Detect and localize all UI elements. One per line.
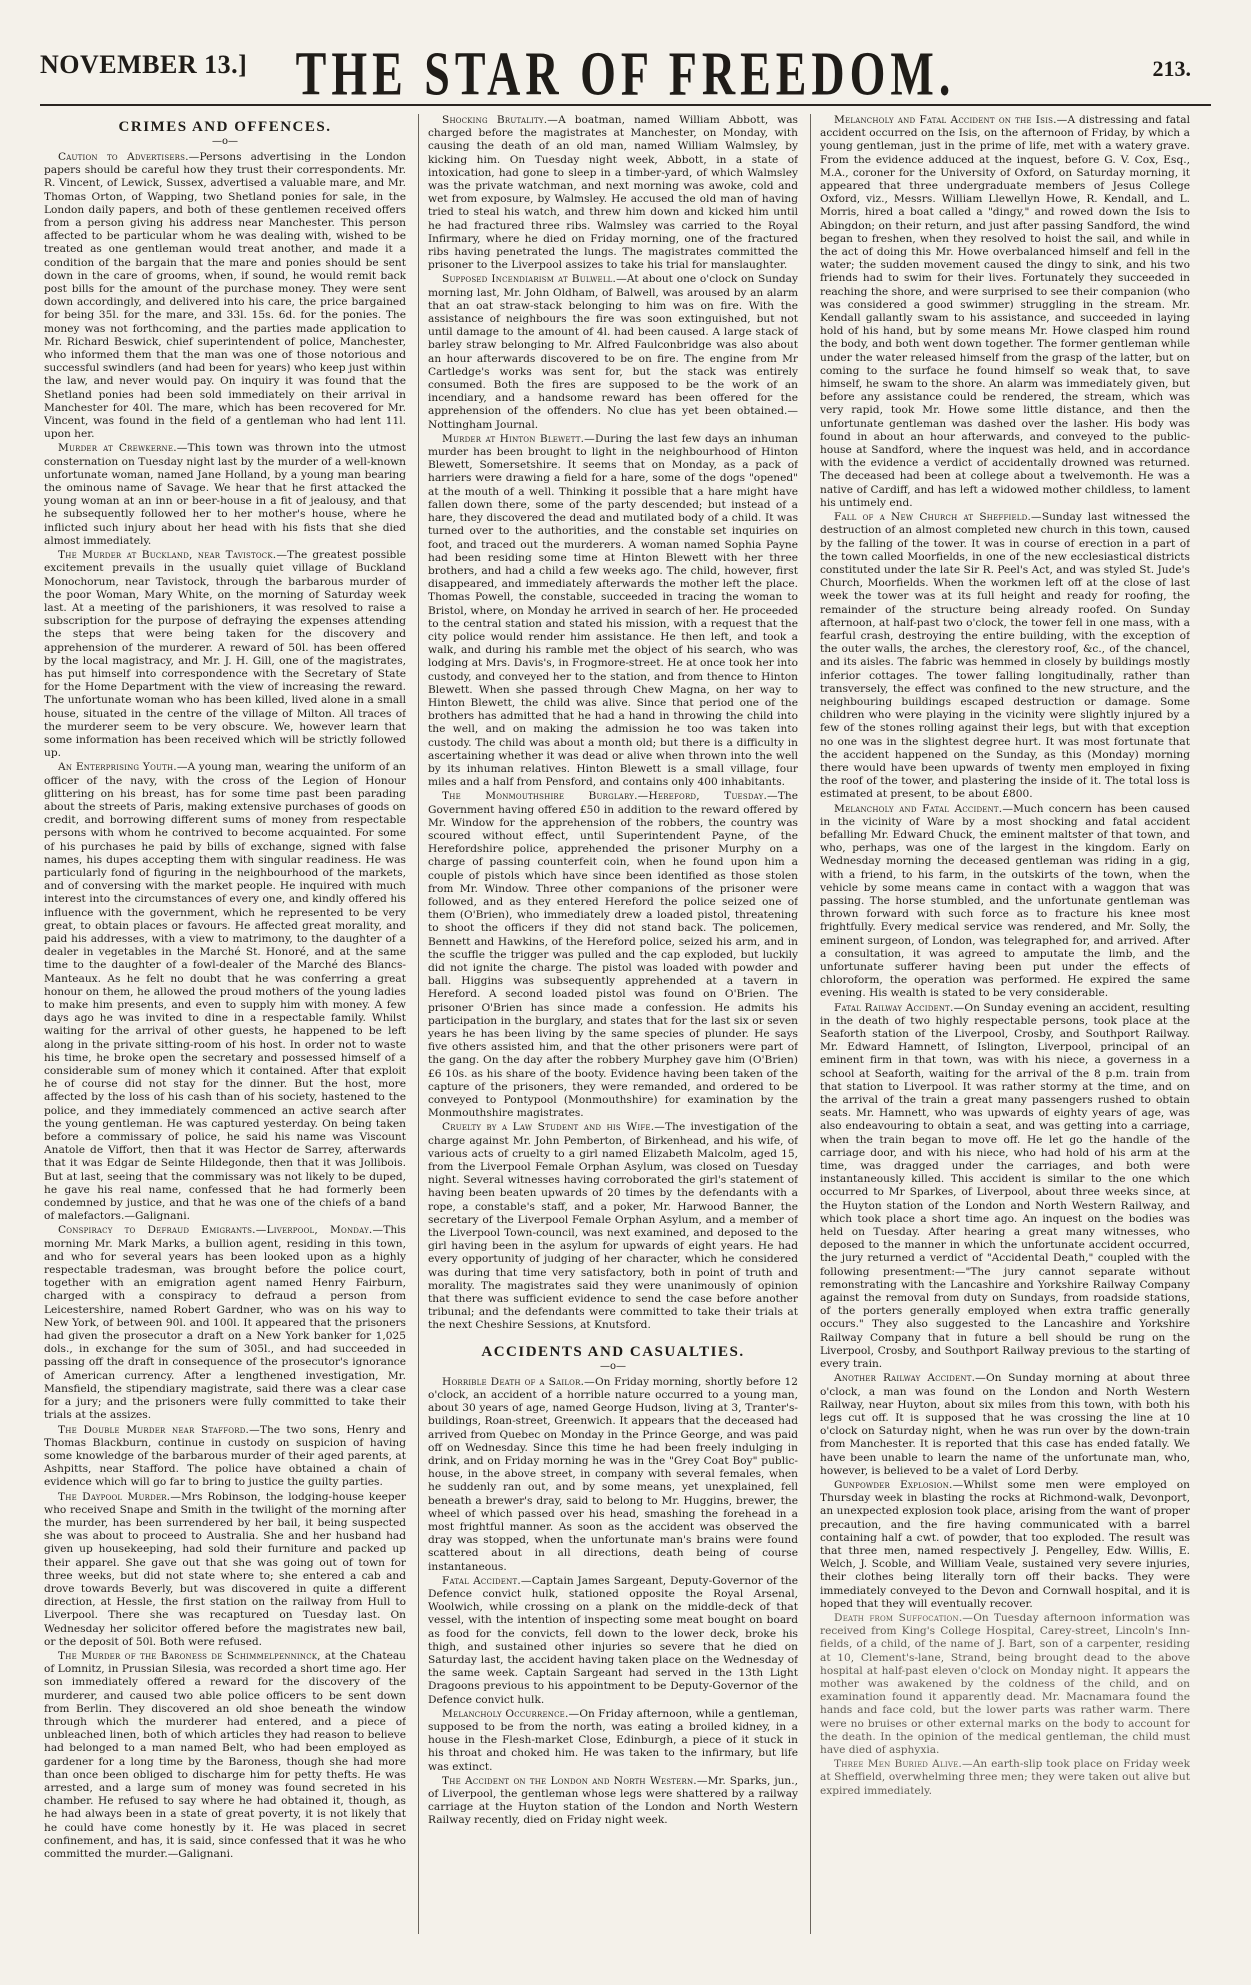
article-headline: Fatal Accident.— (442, 1574, 532, 1587)
section-heading-crimes: CRIMES AND OFFENCES. (118, 119, 332, 135)
article-body: On Sunday morning at about three o'clock, a man was found on the London and North Western Railway, near Huyton, about six miles from this town, with both his legs cut off. It is supposed that he was crossing the line at 10 o'clock on Saturday night, when he was run over by the down-train from Manchester. It is reported that this case has ended fatally. We have been unable to learn the name of the unfortunate man, who, however, is believed to be a valet of Lord Derby. (820, 1372, 1190, 1477)
article-body: At about one o'clock on Sunday morning last, Mr. John Oldham, of Balwell, was aroused by an alarm that an oat straw-stack belonging to him was on fire. With the assistance of neighbours the fire was soon extinguished, but not until damage to the amount of 4l. had been caused. A large stack of barley straw belonging to Mr. Alfred Faulconbridge was also about an hour afterwards discovered to be on fire. The engine from Mr Cartledge's works was sent for, but the stack was entirely consumed. Both the fires are supposed to be the work of an incendiary, and a handsome reward has been offered for the apprehension of the offenders. No clue has yet been obtained.—Nottingham Journal. (428, 273, 798, 431)
article-body: On Tuesday afternoon information was received from King's College Hospital, Carey-street, Lincoln's Inn-fields, of a child, of the name of J. Bart, son of a carpenter, residing at 10, Clement's-lane, Strand, being brought dead to the above hospital at half-past eleven o'clock on Monday night. It appears the mother was awakened by the coldness of the child, and on examination found it apparently dead. Mr. Macnamara found the hands and face cold, but the lower parts was rather warm. There were no bruises or other external marks on the body to account for the death. In the opinion of the medical gentleman, the child must have died of asphyxia. (820, 1611, 1190, 1756)
article (428, 114, 798, 272)
article (428, 1121, 798, 1332)
article (428, 433, 798, 789)
article-body: On Sunday evening an accident, resulting in the death of two highly respectable persons, took place at the Seaforth station of the Liverpool, Crosby, and Southport Railway. Mr. Edward Hamnett, of Islington, Liverpool, principal of an eminent firm in that town, was with his niece, a governess in a school at Seaforth, waiting for the arrival of the 8 p.m. train from that station to Liverpool. It was rather stormy at the time, and on the arrival of the train a great many passengers rushed to obtain seats. Mr. Hamnett, who was upwards of eighty years of age, was also endeavouring to obtain a seat, and was getting into a carriage, when the train began to move off. He let go the handle of the carriage door, and with his niece, who had hold of his arm at the time, was dragged under the carriages, and both were instantaneously killed. This accident is similar to the one which occurred to Mr Sparkes, of Liverpool, about three weeks since, at the Huyton station of the London and North Western Railway, and which took place a short time ago. An inquest on the bodies was held on Tuesday. After hearing a great many witnesses, who deposed to the manner in which the unfortunate accident occurred, the jury returned a verdict of "Accidental Death," coupled with the following presentment:—"The jury cannot separate without remonstrating with the Lancashire and Yorkshire Railway Company against the removal from duty on Sundays, from roadside stations, of the porters generally employed when extra traffic generally occurs." They also suggested to the Lancashire and Yorkshire Railway Company that in future a bell should be rung on the Liverpool, Crosby, and Southport Railway previous to the starting of every train. (820, 1001, 1190, 1371)
section-ornament: —o— (211, 136, 239, 147)
article-body: This town was thrown into the utmost consternation on Tuesday night last by the murder of a well-known unfortunate woman, named Jane Holland, by a young man bearing the ominous name of Savage. We hear that he first attacked the young woman at an inn or beer-house in a fit of jealousy, and that he subsequently followed her to her mother's house, where he inflicted such injury about her head with his fists that she died almost immediately. (44, 442, 406, 547)
article (428, 273, 798, 431)
article-body: On Friday morning, shortly before 12 o'clock, an accident of a horrible nature occurred to a young man, about 30 years of age, named George Hudson, living at 3, Tranter's-buildings, Roan-street, Greenwich. It appears that the deceased had arrived from Quebec on Monday in the Prince George, and was paid off on Wednesday. Since this time he had been freely indulging in drink, and on Friday morning he was in the "Grey Coat Boy" public-house, in the above street, in company with several females, when he suddenly ran out, and by some means, yet unexplained, fell beneath a brewer's dray, said to belong to Mr. Huggins, brewer, the wheel of which passed over his head, smashing the forehead in a most frightful manner. As soon as the accident was observed the dray was stopped, when the unfortunate man's brains were found scattered about in all directions, death being of course instantaneous. (428, 1375, 798, 1573)
article-headline: Conspiracy to Defraud Emigrants.—Liverpool, Monday.— (58, 1224, 384, 1237)
page-number: 213. (1152, 56, 1191, 81)
section-ornament: —o— (599, 1360, 627, 1372)
article (44, 549, 406, 760)
article (44, 151, 406, 441)
article-headline: Three Men Buried Alive.— (834, 1758, 973, 1771)
article-body: A boatman, named William Abbott, was charged before the magistrates at Manchester, on Monday, with causing the death of an old man, named William Walmsley, by kicking him. On Tuesday night week, Abbott, in a state of intoxication, had gone to sleep in a timber-yard, of which Walmsley was the private watchman, and next morning was awoke, cold and wet from exposure, by Walmsley. He accused the old man of having tried to steal his watch, and threw him down and kicked him until he had fractured three ribs. Walmsley was carried to the Royal Infirmary, where he died on Friday morning, one of the fractured ribs having penetrated the lungs. The magistrates committed the prisoner to the Liverpool assizes to take his trial for manslaughter. (428, 114, 798, 272)
article-body: Mrs Robinson, the lodging-house keeper who received Snape and Smith in the twilight of the morning after the murder, has been surrendered by her bail, it being suspected she was about to proceed to Australia. She and her husband had given up housekeeping, had sold their furniture and packed up their apparel. She gave out that she was going out of town for three weeks, but did not state where to; she entered a cab and drove towards Beverly, but was discovered in quite a different direction, at Hessle, the first station on the railway from Hull to Liverpool. There she was recaptured on Tuesday last. On Wednesday her solicitor offered before the magistrates new bail, or the deposit of 50l. Both were refused. (44, 1490, 406, 1648)
article-body: at the Chateau of Lomnitz, in Prussian Silesia, was recorded a short time ago. Her son immediately offered a reward for the discovery of the murderer, and caused two able police officers to be sent down from Berlin. They discovered an old shoe beneath the window through which the murderer had entered, and a piece of unbleached linen, both of which articles they had reason to believe had belonged to a man named Belt, who had been employed as gardener for a long time by the Baroness, though she had more than once been obliged to discharge him for petty thefts. He was arrested, and a large sum of money was found secreted in his chamber. He refused to say where he had obtained it, though, as he had always been in a state of great poverty, it is not likely that he could have come honestly by it. He was placed in secret confinement, and has, it is said, since confessed that it was he who committed the murder.—Galignani. (44, 1649, 406, 1860)
article-body: Mr. Sparks, jun., of Liverpool, the gentleman whose legs were shattered by a railway carriage at the Huyton station of the London and North Western Railway recently, died on Friday night week. (428, 1774, 798, 1827)
article (44, 761, 406, 1223)
newspaper-title: THE STAR OF FREEDOM. (295, 39, 956, 109)
issue-date: NOVEMBER 13.] (40, 50, 248, 79)
article (428, 1575, 798, 1707)
article-headline: The Murder of the Baroness de Schimmelpenninck, (58, 1649, 321, 1662)
article-headline: An Enterprising Youth.— (58, 761, 188, 774)
article-body: Captain James Sargeant, Deputy-Governor of the Defence convict hulk, stationed opposite the Royal Arsenal, Woolwich, while crossing on a plank on the middle-deck of that vessel, with the intention of inspecting some meat bought on board as food for the convicts, fell down to the lower deck, broke his thigh, and sustained other injuries so severe that he died on Saturday last, the accident having taken place on the Wednesday of the same week. Captain Sargeant had served in the 13th Light Dragoons previous to his appointment to be Deputy-Governor of the Defence convict hulk. (428, 1574, 798, 1706)
column-3 (820, 114, 1190, 1964)
article-body: An earth-slip took place on Friday week at Sheffield, overwhelming three men; they were taken out alive but expired immediately. (820, 1758, 1190, 1797)
article-body: Sunday last witnessed the destruction of an almost completed new church in this town, caused by the falling of the tower. It was in course of erection in a part of the town called Moorfields, in one of the new ecclesiastical districts constituted under the late Sir R. Peel's Act, and was styled St. Jude's Church, Moorfields. When the workmen left off at the close of last week the tower was at its full height and ready for roofing, the remainder of the structure being already roofed. On Sunday afternoon, at half-past two o'clock, the tower fell in one mass, with a fearful crash, destroying the entire building, with the exception of the outer walls, the arches, the clerestory roof, &c., of the chancel, and its aisles. The fabric was hemmed in closely by buildings mostly inferior cottages. The tower falling longitudinally, rather than transversely, the effect was confined to the new structure, and the neighbouring buildings escaped destruction or damage. Some children who were playing in the vicinity were slightly injured by a few of the stones rolling against their legs, but with that exception no one was in the slightest degree hurt. It was most fortunate that the accident happened on the Sunday, as this (Monday) morning there would have been upwards of twenty men employed in fixing the roof of the tower, and plastering the inside of it. The total loss is estimated at present, to be about £800. (820, 511, 1190, 801)
article-headline: The Murder at Buckland, near Tavistock.— (58, 549, 288, 562)
article-headline: Fatal Railway Accident.— (834, 1001, 965, 1014)
article-headline: Gunpowder Explosion.— (834, 1478, 964, 1491)
article-headline: Caution to Advertisers.— (58, 151, 200, 163)
article-headline: Murder at Hinton Blewett.— (442, 432, 595, 445)
article-headline: Horrible Death of a Sailor.— (442, 1375, 595, 1388)
article-headline: Melancholy and Fatal Accident.— (834, 802, 1014, 815)
article-body: The two sons, Henry and Thomas Blackburn, continue in custody on suspicion of having some knowledge of the barbarous murder of their aged parents, at Ashpitts, near Stafford. The police have obtained a chain of evidence which will go far to bring to justice the guilty parties. (44, 1423, 406, 1489)
article (820, 1758, 1190, 1798)
article-body: A young man, wearing the uniform of an officer of the navy, with the cross of the Legion of Honour glittering on his breast, has for some time past been parading about the streets of Paris, making extensive purchases of goods on credit, and borrowing different sums of money from respectable persons with whom he contrived to become acquainted. For some of his purchases he paid by bills of exchange, signed with false names, his dupes accepting them with singular readiness. He was particularly fond of figuring in the neighbourhood of the markets, and of conversing with the market people. He inquired with much interest into the circumstances of every one, and kindly offered his influence with the government, which he represented to be very great, to obtain places or favours. He affected great morality, and paid his addresses, with a view to matrimony, to the daughter of a dealer in vegetables in the Marché St. Honoré, and at the same time to the daughter of a fowl-dealer of the Marché des Blancs-Manteaux. As he felt no doubt that he was conferring a great honour on them, he allowed the proud mothers of the young ladies to make him presents, and even to supply him with money. A few days ago he was invited to dine in a respectable family. Whilst waiting for the arrival of other guests, he happened to be left along in the private sitting-room of his host. In order not to waste his time, he broke open the secretary and possessed himself of a considerable sum of money which it contained. After that exploit he of course did not stay for the dinner. But the host, more affected by the loss of his cash than of his society, hastened to the police, and they immediately commenced an active search after the young gentleman. He was captured yesterday. On being taken before a commissary of police, he said his name was Viscount Anatole de Viffort, then that it was Hector de Sarrey, afterwards that it was Edgar de Seinte Hildegonde, then that it was Jollibois. But at last, seeing that the commissary was not likely to be duped, he gave his real name, confessed that he had formerly been condemned by justice, and that he was one of the chiefs of a band of malefactors.—Galignani. (44, 761, 406, 1223)
article (428, 1708, 798, 1774)
article-headline: Shocking Brutality.— (442, 114, 559, 126)
article (820, 114, 1190, 510)
article-headline: The Monmouthshire Burglary.—Hereford, Tuesday.— (442, 790, 778, 803)
article-headline: Fall of a New Church at Sheffield.— (834, 511, 1042, 524)
article-headline: Melancholy and Fatal Accident on the Isis.— (834, 114, 1068, 126)
article-body: On Friday afternoon, while a gentleman, supposed to be from the north, was eating a broiled kidney, in a house in the Flesh-market Close, Edinburgh, a piece of it stuck in his throat and choked him. He was taken to the infirmary, but life was extinct. (428, 1707, 798, 1773)
article-body: A distressing and fatal accident occurred on the Isis, on the afternoon of Friday, by which a young gentleman, just in the prime of life, met with a watery grave. From the evidence adduced at the inquest, before G. V. Cox, Esq., M.A., coroner for the University of Oxford, on Saturday morning, it appeared that three undergraduate members of Jesus College Oxford, viz., Messrs. William Llewellyn Howe, R. Kendall, and L. Morris, hired a boat called a "dingy," and rowed down the Isis to Abingdon; on their return, and just after passing Sandford, the wind began to freshen, when they resolved to hoist the sail, and while in the act of doing this Mr. Howe overbalanced himself and fell in the water; the sudden movement caused the dingy to sink, and his two friends had to swim for their lives. Fortunately they succeeded in reaching the shore, and were surprised to see their companion (who was considered a good swimmer) struggling in the stream. Mr. Kendall gallantly swam to his assistance, and succeeded in laying hold of his hand, but by some means Mr. Howe clasped him round the body, and both went down together. The former gentleman while under the water released himself from the grasp of the latter, but on coming to the surface he found himself so weak that, to save himself, he swam to the shore. An alarm was immediately given, but before any assistance could be rendered, the stream, which was very rapid, took Mr. Howe some little distance, and then the unfortunate gentleman was dashed over the lasher. His body was found in about an hour afterwards, and conveyed to the public-house at Sandford, where the inquest was held, and in accordance with the evidence a verdict of accidentally drowned was returned. The deceased had been at college about a twelvemonth. He was a native of Cardiff, and has left a widowed mother childless, to lament his untimely end. (820, 114, 1190, 509)
article (820, 511, 1190, 801)
article (820, 1002, 1190, 1372)
article-headline: Cruelty by a Law Student and his Wife.— (442, 1121, 666, 1134)
article-headline: Supposed Incendiarism at Bulwell.— (442, 273, 627, 286)
article (428, 1775, 798, 1828)
article (428, 1376, 798, 1574)
article-headline: The Double Murder near Stafford.— (58, 1423, 260, 1436)
article (44, 1650, 406, 1861)
article-headline: Melancholy Occurrence.— (442, 1707, 580, 1720)
article-body: Persons advertising in the London papers should be careful how they trust their correspondents. Mr. R. Vincent, of Lewick, Sussex, advertised a valuable mare, and Mr. Thomas Orton, of Wapping, two Shetland ponies for sale, in the London daily papers, and both of these gentlemen received offers from a person giving his address near Manchester. This person affected to be particular whom he was dealing with, wished to be treated as one gentleman would treat another, and made it a condition of the bargain that the mare and ponies should be sent down in the care of grooms, when, if sound, he would remit back post bills for the amount of the purchase money. They were sent down accordingly, and delivered into his care, the price bargained for being 35l. for the mare, and 33l. 15s. 6d. for the ponies. The money was not forthcoming, and the parties made application to Mr. Richard Beswick, chief superintendent of police, Manchester, who informed them that the man was one of those notorious and successful swindlers (and had been for years) who keep just within the law, and never would pay. On inquiry it was found that the Shetland ponies had been sold immediately on their arrival in Manchester for 40l. The mare, which has been recovered for Mr. Vincent, was found in the field of a gentleman who had lent 11l. upon her. (44, 151, 406, 441)
article-headline: Murder at Crewkerne.— (58, 442, 188, 455)
column-divider (418, 114, 419, 1934)
article (44, 1424, 406, 1490)
article-body: The Government having offered £50 in addition to the reward offered by Mr. Window for the apprehension of the robbers, the country was scoured without effect, until Superintendent Payne, of the Herefordshire police, apprehended the prisoner Murphy on a charge of passing counterfeit coin, when he found upon him a couple of pistols which have since been identified as those stolen from Mr. Window. Three other companions of the prisoner were followed, and as they entered Hereford the police seized one of them (O'Brien), who immediately drew a loaded pistol, threatening to shoot the officers if they did not stand back. The policemen, Bennett and Hawkins, of the Hereford police, seized his arm, and in the scuffle the trigger was pulled and the cap exploded, but luckily did not ignite the charge. The pistol was loaded with powder and ball. Higgins was subsequently apprehended at a tavern in Hereford. A second loaded pistol was found on O'Brien. The prisoner O'Brien has since made a confession. He admits his participation in the burglary, and states that for the last six or seven years he has been living by the same species of plunder. He says five others assisted him, and that the other prisoners were part of the gang. On the day after the robbery Murphey gave him (O'Brien) £6 10s. as his share of the booty. Evidence having been taken of the capture of the prisoners, they were remanded, and ordered to be conveyed to Pontypool (Monmouthshire) for examination by the Monmouthshire magistrates. (428, 790, 798, 1120)
article (820, 803, 1190, 1001)
article-body: During the last few days an inhuman murder has been brought to light in the neighbourhood of Hinton Blewett, Somersetshire. It seems that on Monday, as a pack of harriers were drawing a field for a hare, some of the dogs "opened" at the mouth of a well. Thinking it possible that a hare might have fallen down there, some of the party descended; but instead of a hare, they discovered the dead and mutilated body of a child. It was turned over to the authorities, and the constable set inquiries on foot, and traced out the murderers. A woman named Sophia Payne had been residing some time at Hinton Blewett with her three brothers, and had a child a few weeks ago. The child, however, first disappeared, and immediately afterwards the mother left the place. Thomas Powell, the constable, succeeded in tracing the woman to Bristol, where, on Monday he arrived in search of her. He proceeded to the central station and stated his mission, with a request that the city police would render him assistance. He then left, and took a walk, and during his ramble met the object of his search, who was lodging at Mrs. Davis's, in Frogmore-street. He at once took her into custody, and conveyed her to the station, and from thence to Hinton Blewett. When she passed through Chew Magna, on her way to Hinton Blewett, the child was alive. Since that period one of the brothers has admitted that he had a hand in throwing the child into the well, and on making the admission he too was taken into custody. The child was about a month old; but there is a difficulty in ascertaining whether it was dead or alive when thrown into the well by its inhuman relatives. Hinton Blewett is a small village, four miles and a half from Pensford, and contains only 400 inhabitants. (428, 432, 798, 789)
article-headline: The Daypool Murder.— (58, 1490, 182, 1503)
article-headline: Death from Suffocation.— (834, 1611, 974, 1624)
section-heading-accidents: ACCIDENTS AND CASUALTIES. (481, 1343, 745, 1360)
article (820, 1479, 1190, 1611)
article-body: This morning Mr. Mark Marks, a bullion agent, residing in this town, and who for several years has been looked upon as a highly respectable tradesman, was brought before the police court, together with an emigration agent named Henry Fairburn, charged with a conspiracy to defraud a person from Leicestershire, named Robert Gardner, who was on his way to New York, of between 90l. and 100l. It appeared that the prisoners had given the prosecutor a draft on a New York banker for 1,025 dols., in exchange for the sum of 305l., and had succeeded in passing off the draft in consequence of the prosecutor's ignorance of American currency. After a lengthened investigation, Mr. Mansfield, the stipendiary magistrate, said there was a clear case for a jury; and the prisoners were fully committed to take their trials at the assizes. (44, 1224, 406, 1422)
masthead-rule (40, 104, 1211, 106)
column-1 (44, 114, 406, 1964)
article-body: The investigation of the charge against Mr. John Pemberton, of Birkenhead, and his wife, of various acts of cruelty to a girl named Elizabeth Malcolm, aged 15, from the Liverpool Female Orphan Asylum, was closed on Tuesday night. Several witnesses having corroborated the girl's statement of having been beaten upwards of 20 times by the defendants with a rope, a constable's staff, and a poker, Mr. Harwood Banner, the secretary of the Liverpool Female Orphan Asylum, and a member of the Liverpool Town-council, was next examined, and deposed to the girl having been in the asylum for upwards of eight years. He had every opportunity of judging of her character, which he considered was during that time very satisfactory, both in point of truth and morality. The magistrates said they were unanimously of opinion that there was sufficient evidence to send the case before another tribunal; and the defendants were committed to take their trials at the next Cheshire Sessions, at Knutsford. (428, 1121, 798, 1332)
article-headline: The Accident on the London and North Western.— (442, 1774, 708, 1787)
article (44, 442, 406, 548)
column-2 (428, 114, 798, 1964)
article-body: Whilst some men were employed on Thursday week in blasting the rocks at Richmond-walk, Devonport, an unexpected explosion took place, arising from the want of proper precaution, and the fire having communicated with a barrel containing half a cwt. of powder, that too exploded. The result was that three men, named respectively J. Pengelley, Edw. Willis, E. Welch, J. Scoble, and William Veale, sustained very severe injuries, their clothes being literally torn off their backs. They were immediately conveyed to the Devon and Cornwall hospital, and it is hoped that they will eventually recover. (820, 1478, 1190, 1610)
column-divider (810, 114, 811, 1934)
article (44, 1491, 406, 1649)
article (428, 790, 798, 1120)
article-body: Much concern has been caused in the vicinity of Ware by a most shocking and fatal accident befalling Mr. Edward Chuck, the eminent maltster of that town, and who, perhaps, was one of the largest in the kingdom. Early on Wednesday morning the deceased gentleman was riding in a gig, with a friend, to his farm, in the outskirts of the town, when the vehicle by some means came in contact with a waggon that was passing. The horse stumbled, and the unfortunate gentleman was thrown forward with such force as to fracture his knee most frightfully. Every medical service was rendered, and Mr. Solly, the eminent surgeon, of London, was telegraphed for, and arrived. After a consultation, it was agreed to amputate the limb, and the unfortunate sufferer having been put under the effects of chloroform, the operation was performed. He expired the same evening. His wealth is stated to be very considerable. (820, 802, 1190, 1000)
article (820, 1612, 1190, 1757)
article-headline: Another Railway Accident.— (834, 1372, 986, 1385)
article (44, 1224, 406, 1422)
article (820, 1372, 1190, 1478)
article-body: The greatest possible excitement prevails in the usually quiet village of Buckland Monochorum, near Tavistock, through the barbarous murder of the poor Woman, Mary White, on the morning of Saturday week last. At a meeting of the parishioners, it was resolved to raise a subscription for the purpose of defraying the expenses attending the steps that were being taken for the discovery and apprehension of the murderer. A reward of 50l. has been offered by the local magistracy, and Mr. J. H. Gill, one of the magistrates, has put himself into correspondence with the Secretary of State for the Home Department with the view of increasing the reward. The unfortunate woman who has been killed, lived alone in a small house, situated in the centre of the village of Milton. All traces of the murderer seem to be very obscure. We, however learn that some information has been received which will be strictly followed up. (44, 549, 406, 760)
